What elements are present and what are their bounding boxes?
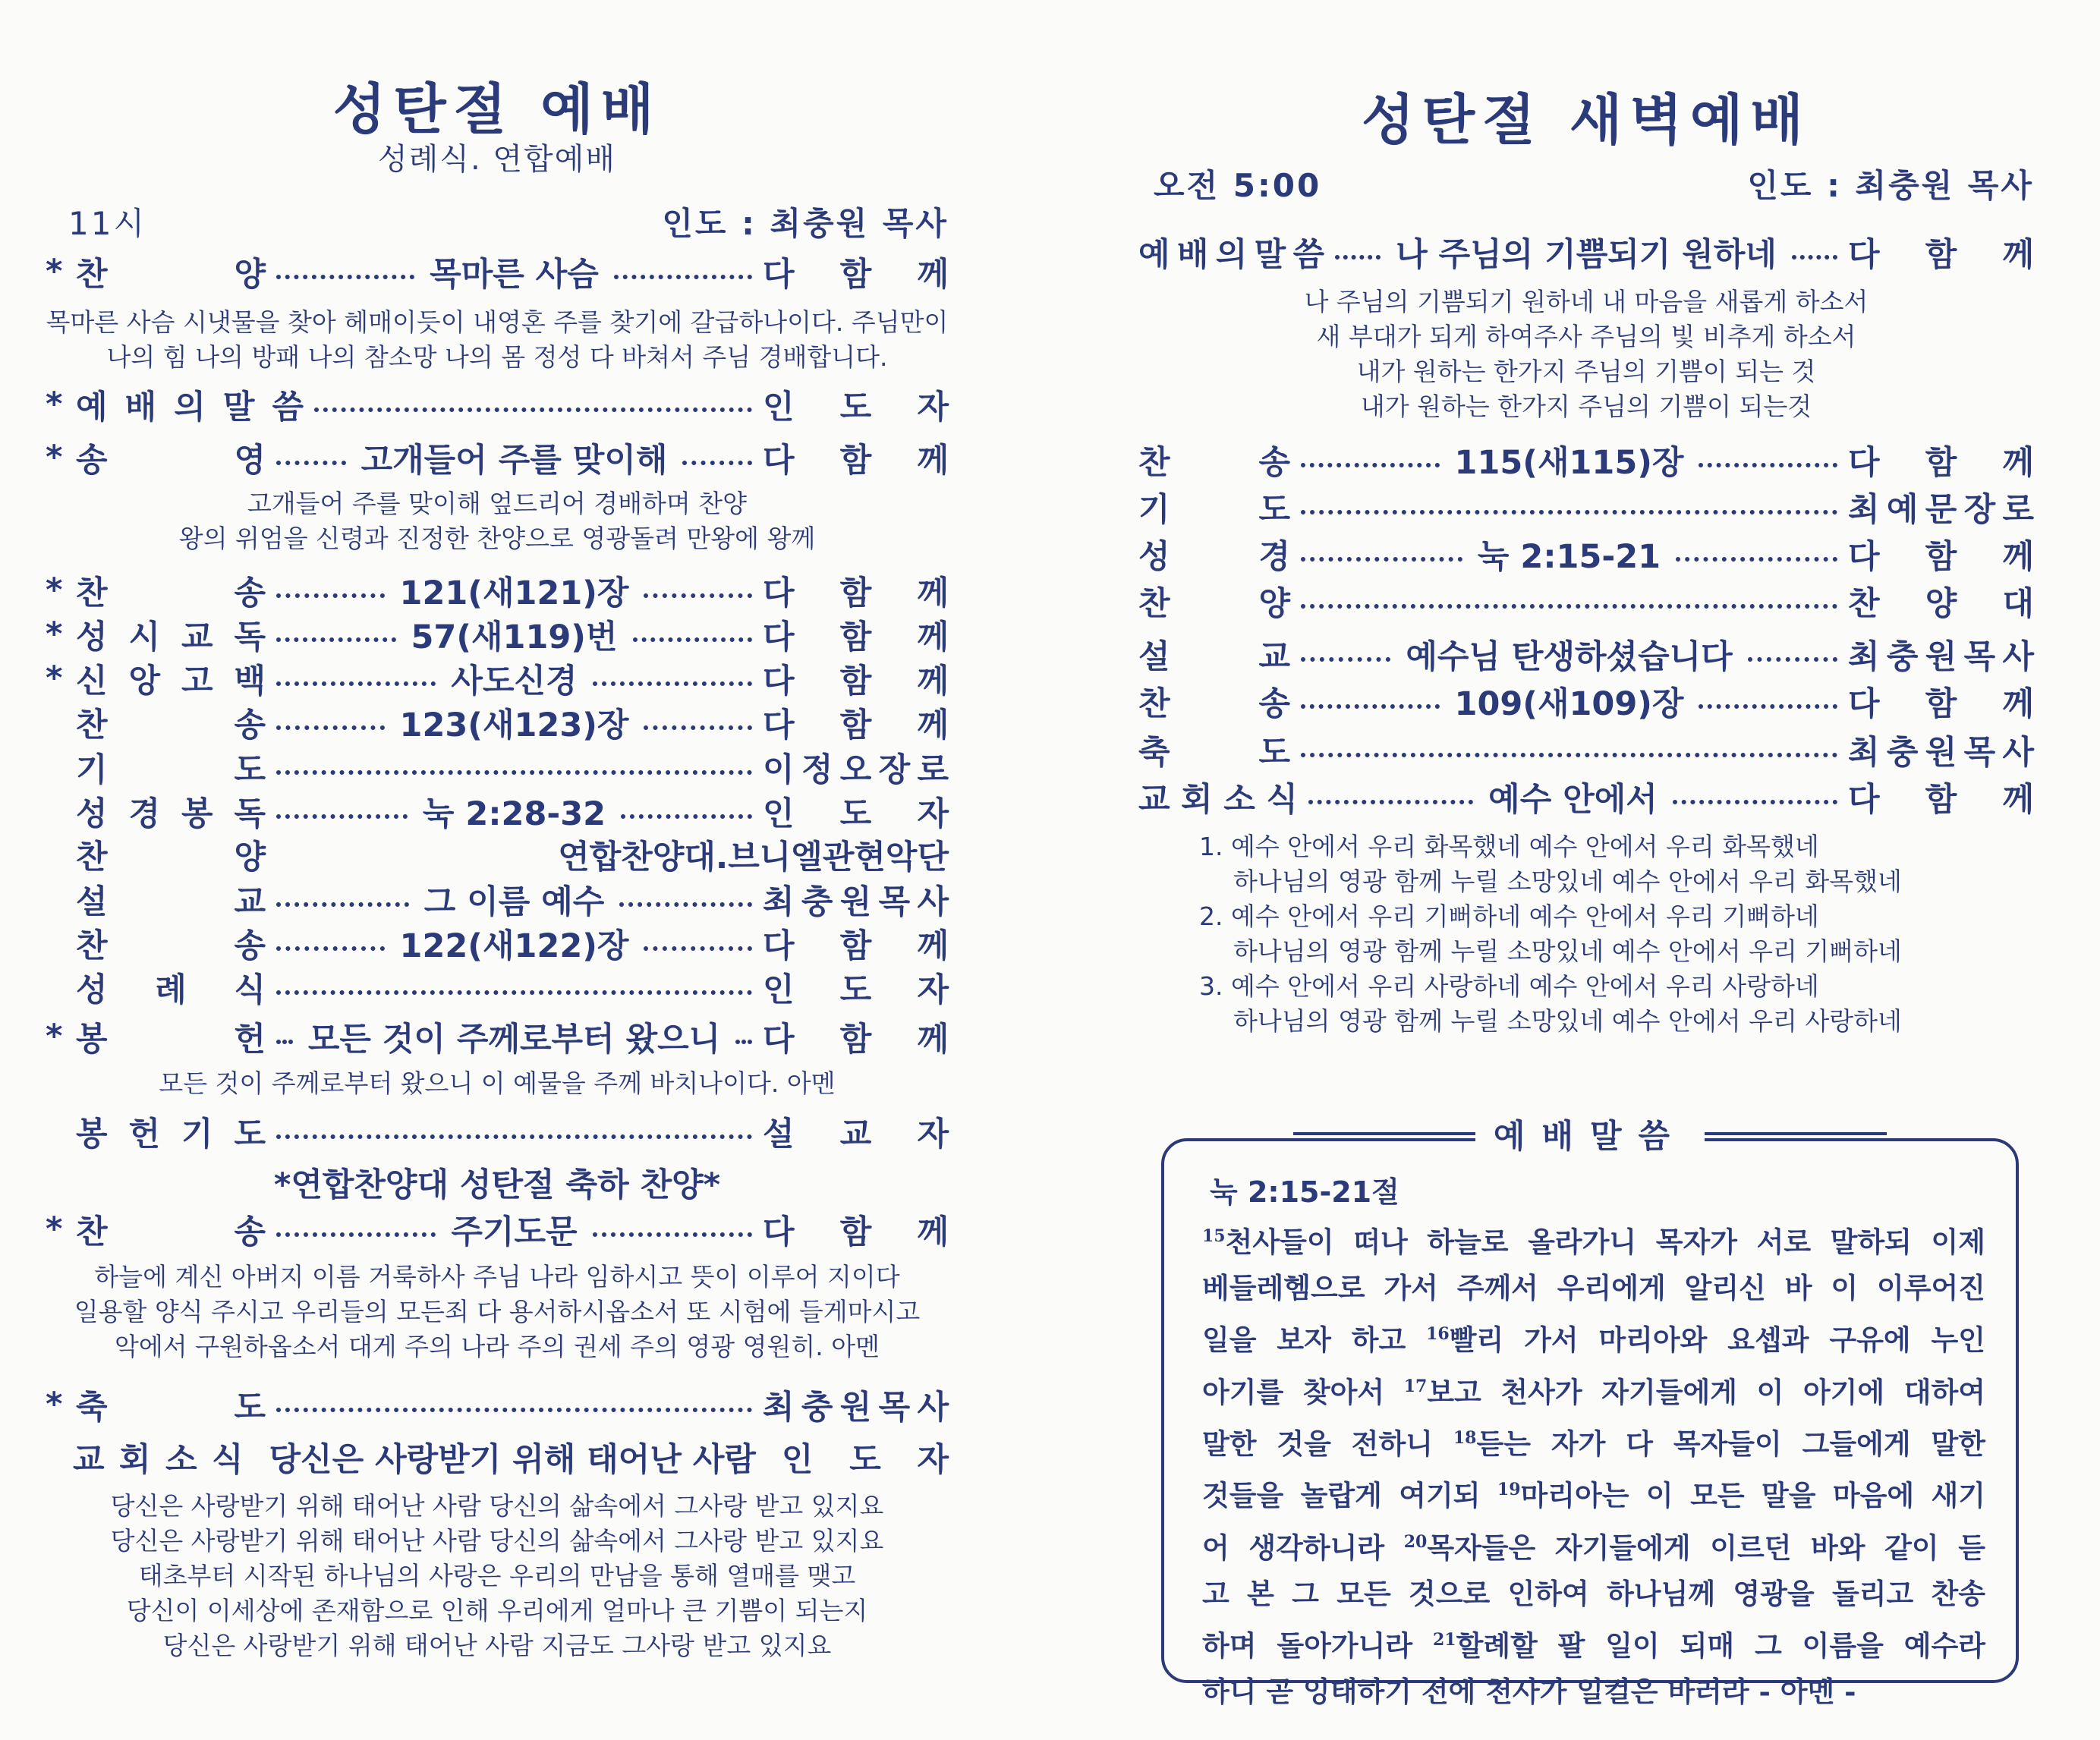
leader-dots	[276, 593, 385, 598]
note-line: 목마른 사슴 시냇물을 찾아 헤매이듯이 내영혼 주를 찾기에 갈급하나이다. 주님만이	[46, 307, 949, 337]
order-label: 성 경 봉 독	[76, 794, 266, 833]
note-psalm	[46, 305, 949, 375]
title-rule-right	[1705, 1132, 1887, 1135]
verse-text: 천사들이 떠나 하늘로 올라가니 목자가 서로 말하되 이제	[1225, 1225, 1985, 1259]
order-label: 찬 송	[1138, 443, 1290, 482]
leader-dots	[1676, 557, 1837, 562]
lyric-line: 하나님의 영광 함께 누릴 소망있네 예수 안에서 우리 기뻐하네	[1233, 936, 1902, 966]
leader-dots	[276, 637, 396, 642]
left-leader: 인도 : 최충원 목사	[662, 205, 949, 242]
leader-dots	[1699, 463, 1837, 467]
order-performer: 이 정 오 장 로	[763, 750, 949, 789]
order-label: 봉 헌	[76, 1020, 266, 1059]
leader-dots	[621, 814, 752, 819]
verse-line	[1202, 1311, 1985, 1363]
note-line: 고개들어 주를 맞이해 엎드리어 경배하며 찬양	[247, 489, 748, 518]
verse-text: 하며 돌아가니라	[1202, 1628, 1433, 1663]
lyric-line: 새 부대가 되게 하여주사 주님의 빛 비추게 하소서	[1316, 322, 1856, 351]
order-performer: 다 함 께	[763, 574, 949, 612]
order-performer: 다 함 께	[763, 618, 949, 656]
leader-dots	[1301, 657, 1390, 662]
note-doxology	[46, 486, 949, 556]
verse-line	[1202, 1467, 1985, 1518]
order-detail: 57(새119)번	[411, 618, 618, 656]
required-mark: *	[46, 659, 63, 697]
required-mark: *	[46, 1210, 63, 1248]
order-label: 신 앙 고 백	[76, 662, 266, 700]
order-performer: 연합찬양대.브니엘관현악단	[558, 838, 949, 876]
order-item	[46, 878, 949, 920]
lyric-line: 내가 원하는 한가지 주님의 기쁨이 되는 것	[1356, 357, 1816, 386]
order-detail: 예수 안에서	[1488, 780, 1658, 819]
order-label: 예 배 의 말 씀	[1138, 235, 1324, 274]
order-detail: 눅 2:15-21	[1477, 537, 1661, 576]
order-label: 찬 송	[76, 927, 266, 965]
order-label: 축 도	[1138, 733, 1290, 772]
opening-lyrics	[1138, 285, 2034, 424]
note-news	[46, 1489, 949, 1663]
order-label: 찬 양	[76, 255, 266, 294]
left-time: 11시	[68, 205, 147, 242]
order-label: 성 시 교 독	[76, 618, 266, 656]
leader-dots	[1301, 604, 1837, 609]
order-label: 봉 헌 기 도	[76, 1115, 266, 1153]
leader-dots	[276, 946, 385, 951]
order-performer: 다 함 께	[763, 662, 949, 700]
leader-dots	[644, 946, 752, 951]
leader-dots	[735, 1040, 752, 1044]
order-performer: 다 함 께	[763, 255, 949, 294]
lyric-line: 나 주님의 기쁨되기 원하네 내 마음을 새롭게 하소서	[1304, 287, 1869, 316]
order-performer: 찬 양 대	[1848, 584, 2034, 623]
choir-line: *연합찬양대 성탄절 축하 찬양*	[273, 1166, 721, 1204]
verse-text: 아기를 찾아서	[1202, 1374, 1404, 1408]
order-performer: 다 함 께	[763, 441, 949, 480]
left-subtitle: 성례식. 연합예배	[378, 142, 616, 177]
note-line: 태초부터 시작된 하나님의 사랑은 우리의 만남을 통해 열매를 맺고	[138, 1561, 856, 1591]
order-detail: 122(새122)장	[399, 927, 629, 965]
leader-dots	[593, 681, 752, 686]
order-item	[46, 569, 949, 612]
order-item	[46, 701, 949, 744]
order-item	[1138, 580, 2034, 622]
leader-dots	[276, 990, 752, 995]
order-label: 기 도	[1138, 490, 1290, 529]
order-item	[46, 1383, 949, 1426]
note-line: 나의 힘 나의 방패 나의 참소망 나의 몸 정성 다 바쳐서 주님 경배합니다.	[106, 342, 888, 372]
scripture-box-title	[1475, 1111, 1705, 1157]
note-lords-prayer	[46, 1260, 949, 1364]
verse-number: 16	[1426, 1324, 1450, 1345]
note-offering: 모든 것이 주께로부터 왔으니 이 예물을 주께 바치나이다. 아멘	[159, 1068, 836, 1098]
order-detail: 그 이름 예수	[423, 883, 605, 921]
verse-text: 말한 것을 전하니	[1202, 1427, 1453, 1461]
order-performer: 다 함 께	[763, 706, 949, 744]
order-item	[1138, 439, 2034, 481]
leader-dots	[276, 1232, 436, 1237]
scripture-text	[1202, 1213, 1985, 1715]
note-line: 하늘에 계신 아버지 이름 거룩하사 주님 나라 임하시고 뜻이 이루어 지이다	[94, 1262, 900, 1292]
right-time: 오전 5:00	[1154, 167, 1322, 204]
lyric-line: 2. 예수 안에서 우리 기뻐하네 예수 안에서 우리 기뻐하네	[1199, 901, 1819, 931]
leader-dots	[1673, 800, 1837, 804]
order-label: 설 교	[76, 883, 266, 921]
verse-text: 마리아는 이 모든 말을 마음에 새기	[1520, 1478, 1985, 1512]
order-performer: 설 교 자	[763, 1115, 949, 1153]
right-program	[1138, 0, 2034, 1740]
leader-dots	[1792, 255, 1837, 260]
order-item-opening	[1138, 231, 2034, 273]
order-performer: 최 예 문 장 로	[1848, 490, 2034, 529]
verse-text: 목자들은 자기들에게 이르던 바와 같이 듣	[1427, 1530, 1985, 1564]
note-line: 당신이 이세상에 존재함으로 인해 우리에게 얼마나 큰 기쁨이 되는지	[126, 1596, 868, 1625]
required-mark: *	[46, 253, 63, 291]
note-line: 당신은 사랑받기 위해 태어난 사람 당신의 삶속에서 그사랑 받고 있지요	[110, 1491, 884, 1521]
order-performer: 인 도 자	[781, 1440, 949, 1479]
verse-line	[1202, 1617, 1985, 1669]
note-line: 악에서 구원하옵소서 대게 주의 나라 주의 권세 주의 영광 영원히. 아멘	[115, 1332, 880, 1361]
order-item	[46, 966, 949, 1008]
leader-dots	[276, 1408, 752, 1412]
order-label: 성 례 식	[76, 971, 266, 1009]
lyric-line: 1. 예수 안에서 우리 화목했네 예수 안에서 우리 화목했네	[1199, 832, 1819, 861]
order-item	[46, 250, 949, 293]
verse-text: 빨리 가서 마리아와 요셉과 구유에 누인	[1449, 1323, 1985, 1357]
leader-dots	[314, 407, 752, 412]
leader-dots	[1748, 657, 1837, 662]
order-label: 찬 송	[76, 706, 266, 744]
order-performer: 인 도 자	[763, 794, 949, 833]
order-performer: 최 충 원 목 사	[1848, 637, 2034, 676]
order-performer: 최 충 원 목 사	[763, 883, 949, 921]
lyric-line: 3. 예수 안에서 우리 사랑하네 예수 안에서 우리 사랑하네	[1199, 971, 1819, 1001]
order-item	[46, 833, 949, 876]
order-detail: 121(새121)장	[399, 574, 629, 612]
order-detail: 예수님 탄생하셨습니다	[1406, 637, 1733, 676]
order-item	[46, 1208, 949, 1251]
leader-dots	[682, 461, 752, 465]
lyric-line: 하나님의 영광 함께 누릴 소망있네 예수 안에서 우리 사랑하네	[1233, 1006, 1902, 1036]
leader-dots	[276, 725, 385, 730]
order-label: 송 영	[76, 441, 266, 480]
order-performer: 인 도 자	[763, 388, 949, 426]
order-performer: 다 함 께	[1848, 443, 2034, 482]
order-item	[1138, 680, 2034, 722]
lyric-line: 내가 원하는 한가지 주님의 기쁨이 되는것	[1360, 392, 1812, 421]
scripture-box-title-wrap	[1164, 1111, 2016, 1157]
order-detail: 모든 것이 주께로부터 왔으니	[307, 1020, 721, 1059]
order-item	[1138, 533, 2034, 575]
verse-text: 고 본 그 모든 것으로 인하여 하나님께 영광을 돌리고 찬송	[1202, 1576, 1985, 1610]
order-detail: 사도신경	[451, 662, 578, 700]
order-label: 교 회 소 식	[1138, 780, 1298, 819]
order-item	[1138, 728, 2034, 771]
leader-dots	[1301, 463, 1440, 467]
verse-text: 베들레헴으로 가서 주께서 우리에게 알리신 바 이 이루어진	[1202, 1271, 1985, 1305]
song-lyrics	[1199, 829, 2034, 1039]
leader-dots	[619, 902, 752, 907]
verse-number: 19	[1497, 1480, 1521, 1500]
verse-number: 21	[1432, 1629, 1456, 1650]
order-label: 교 회 소 식	[72, 1440, 244, 1479]
order-item	[46, 1110, 949, 1153]
order-item	[46, 1015, 949, 1058]
leader-dots	[276, 814, 408, 819]
right-leader: 인도 : 최충원 목사	[1747, 167, 2034, 204]
order-label: 찬 송	[1138, 684, 1290, 723]
leader-dots	[276, 1040, 293, 1044]
verse-number: 18	[1453, 1427, 1477, 1448]
lyric-line: 하나님의 영광 함께 누릴 소망있네 예수 안에서 우리 화목했네	[1233, 867, 1902, 896]
order-item	[46, 613, 949, 656]
order-detail: 눅 2:28-32	[422, 794, 606, 833]
verse-line	[1202, 1265, 1985, 1311]
leader-dots	[614, 275, 752, 279]
verse-number: 17	[1403, 1376, 1428, 1396]
order-performer: 최 충 원 목 사	[763, 1388, 949, 1427]
note-line: 당신은 사랑받기 위해 태어난 사람 당신의 삶속에서 그사랑 받고 있지요	[110, 1526, 884, 1556]
scripture-reference: 눅 2:15-21절	[1210, 1175, 1399, 1209]
order-performer: 다 함 께	[763, 1020, 949, 1059]
verse-text: 듣는 자가 다 목자들이 그들에게 말한	[1476, 1427, 1985, 1461]
leader-dots	[1301, 510, 1837, 514]
order-label: 성 경	[1138, 537, 1290, 576]
required-mark: *	[46, 615, 63, 653]
leader-dots	[276, 902, 409, 907]
order-label: 찬 양	[76, 838, 266, 876]
left-program	[46, 0, 949, 1740]
order-performer: 다 함 께	[763, 1213, 949, 1251]
verse-number: 20	[1403, 1531, 1428, 1552]
leader-dots	[1699, 704, 1837, 709]
order-item	[46, 790, 949, 832]
verse-text: 것들을 놀랍게 여기되	[1202, 1478, 1497, 1512]
required-mark: *	[46, 385, 63, 423]
order-performer: 최 충 원 목 사	[1848, 733, 2034, 772]
order-detail: 고개들어 주를 맞이해	[360, 441, 668, 480]
leader-dots	[276, 1134, 752, 1139]
order-detail: 나 주님의 기쁨되기 원하네	[1396, 235, 1777, 274]
title-rule-left	[1293, 1132, 1475, 1135]
order-performer: 다 함 께	[1848, 235, 2034, 274]
order-item	[46, 436, 949, 479]
verse-text: 어 생각하니라	[1202, 1530, 1404, 1564]
right-title: 성탄절 새벽예배	[1362, 87, 1811, 152]
order-performer: 다 함 께	[1848, 537, 2034, 576]
required-mark: *	[46, 1018, 63, 1056]
order-performer: 다 함 께	[1848, 780, 2034, 819]
order-item	[1138, 633, 2034, 675]
leader-dots	[276, 461, 346, 465]
left-title: 성탄절 예배	[332, 77, 662, 141]
verse-text: 하니 곧 잉태하기 전에 천사가 일컬은 바러라 - 아멘 -	[1202, 1675, 1856, 1709]
verse-text: 보고 천사가 자기들에게 이 아기에 대하여	[1427, 1374, 1985, 1408]
order-item	[46, 1436, 949, 1478]
order-detail: 목마른 사슴	[430, 255, 599, 294]
order-label: 설 교	[1138, 637, 1290, 676]
order-label: 찬 양	[1138, 584, 1290, 623]
order-detail: 109(새109)장	[1454, 684, 1684, 723]
leader-dots	[593, 1232, 752, 1237]
leader-dots	[644, 725, 752, 730]
verse-text: 할례할 팔 일이 되매 그 이름을 예수라	[1456, 1628, 1985, 1663]
order-performer: 인 도 자	[763, 971, 949, 1009]
order-detail: 주기도문	[451, 1213, 578, 1251]
order-item	[46, 746, 949, 788]
verse-line	[1202, 1669, 1985, 1715]
leader-dots	[633, 637, 753, 642]
leader-dots	[1301, 753, 1837, 757]
order-label: 예 배 의 말 씀	[76, 388, 304, 426]
order-item	[1138, 776, 2034, 818]
note-line: 당신은 사랑받기 위해 태어난 사람 지금도 그사랑 받고 있지요	[162, 1631, 832, 1660]
order-item	[46, 922, 949, 964]
required-mark: *	[46, 439, 63, 477]
leader-dots	[1301, 557, 1462, 562]
note-line: 왕의 위엄을 신령과 진정한 찬양으로 영광돌려 만왕에 왕께	[178, 524, 816, 553]
order-item	[1138, 486, 2034, 528]
leader-dots	[1308, 800, 1473, 804]
verse-line	[1202, 1571, 1985, 1617]
scripture-box	[1161, 1118, 2019, 1709]
scripture-title-text: 예배말씀	[1493, 1118, 1687, 1156]
leader-dots	[276, 275, 414, 279]
required-mark: *	[46, 571, 63, 609]
order-detail: 123(새123)장	[399, 706, 629, 744]
leader-dots	[1335, 255, 1381, 260]
verse-line	[1202, 1415, 1985, 1467]
leader-dots	[276, 681, 436, 686]
verse-number: 15	[1202, 1226, 1226, 1246]
verse-line	[1202, 1364, 1985, 1415]
order-label: 찬 송	[76, 574, 266, 612]
order-item	[46, 383, 949, 426]
note-line: 일용할 양식 주시고 우리들의 모든죄 다 용서하시옵소서 또 시험에 들게마시고	[74, 1297, 921, 1326]
order-performer: 다 함 께	[1848, 684, 2034, 723]
required-mark: *	[46, 1386, 63, 1424]
order-label: 기 도	[76, 750, 266, 789]
order-performer: 다 함 께	[763, 927, 949, 965]
verse-line	[1202, 1213, 1985, 1265]
order-label: 찬 송	[76, 1213, 266, 1251]
verse-line	[1202, 1519, 1985, 1571]
leader-dots	[1301, 704, 1440, 709]
verse-text: 일을 보자 하고	[1202, 1323, 1427, 1357]
order-detail: 당신은 사랑받기 위해 태어난 사람	[269, 1440, 756, 1479]
leader-dots	[276, 770, 752, 775]
order-label: 축 도	[76, 1388, 266, 1427]
order-item	[46, 657, 949, 700]
order-detail: 115(새115)장	[1454, 443, 1684, 482]
leader-dots	[644, 593, 752, 598]
